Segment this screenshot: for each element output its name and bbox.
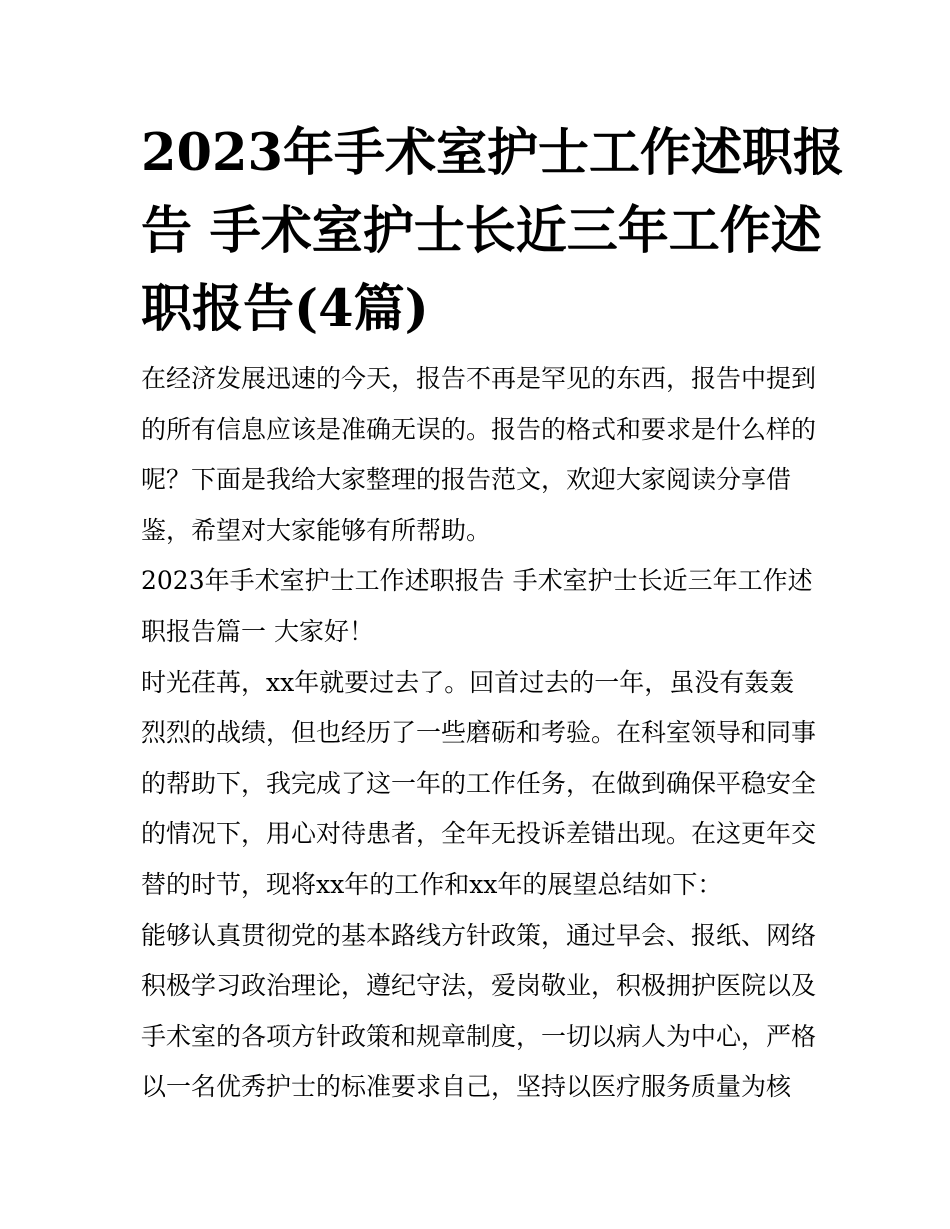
document-body [141,354,831,1113]
body-line: 呢？下面是我给大家整理的报告范文，欢迎大家阅读分享借 [141,465,792,495]
body-line: 2023年手术室护士工作述职报告 手术室护士长近三年工作述 [141,566,813,596]
body-line: 的情况下，用心对待患者，全年无投诉差错出现。在这更年交 [141,819,817,849]
body-line: 在经济发展迅速的今天，报告不再是罕见的东西，报告中提到 [141,364,817,393]
body-line: 手术室的各项方针政策和规章制度，一切以病人为中心，严格 [141,1021,817,1051]
title-line: 2023年手术室护士工作述职报 [141,123,844,183]
title-line: 告 手术室护士长近三年工作述 [141,201,822,261]
body-line: 以一名优秀护士的标准要求自己，坚持以医疗服务质量为核 [141,1072,792,1102]
body-line: 鉴，希望对大家能够有所帮助。 [141,515,492,545]
body-line: 能够认真贯彻党的基本路线方针政策，通过早会、报纸、网络 [141,920,817,950]
document-title [141,114,844,348]
body-line: 时光荏苒，xx年就要过去了。回首过去的一年，虽没有轰轰 [141,667,795,697]
body-line: 职报告篇一 大家好！ [141,616,374,646]
body-line: 积极学习政治理论，遵纪守法，爱岗敬业，积极拥护医院以及 [141,971,817,1001]
title-line: 职报告(4篇) [141,279,429,339]
body-line: 烈烈的战绩，但也经历了一些磨砺和考验。在科室领导和同事 [141,718,817,748]
body-line: 替的时节，现将xx年的工作和xx年的展望总结如下： [141,869,723,899]
body-line: 的帮助下，我完成了这一年的工作任务，在做到确保平稳安全 [141,768,817,798]
body-line: 的所有信息应该是准确无误的。报告的格式和要求是什么样的 [141,414,817,444]
